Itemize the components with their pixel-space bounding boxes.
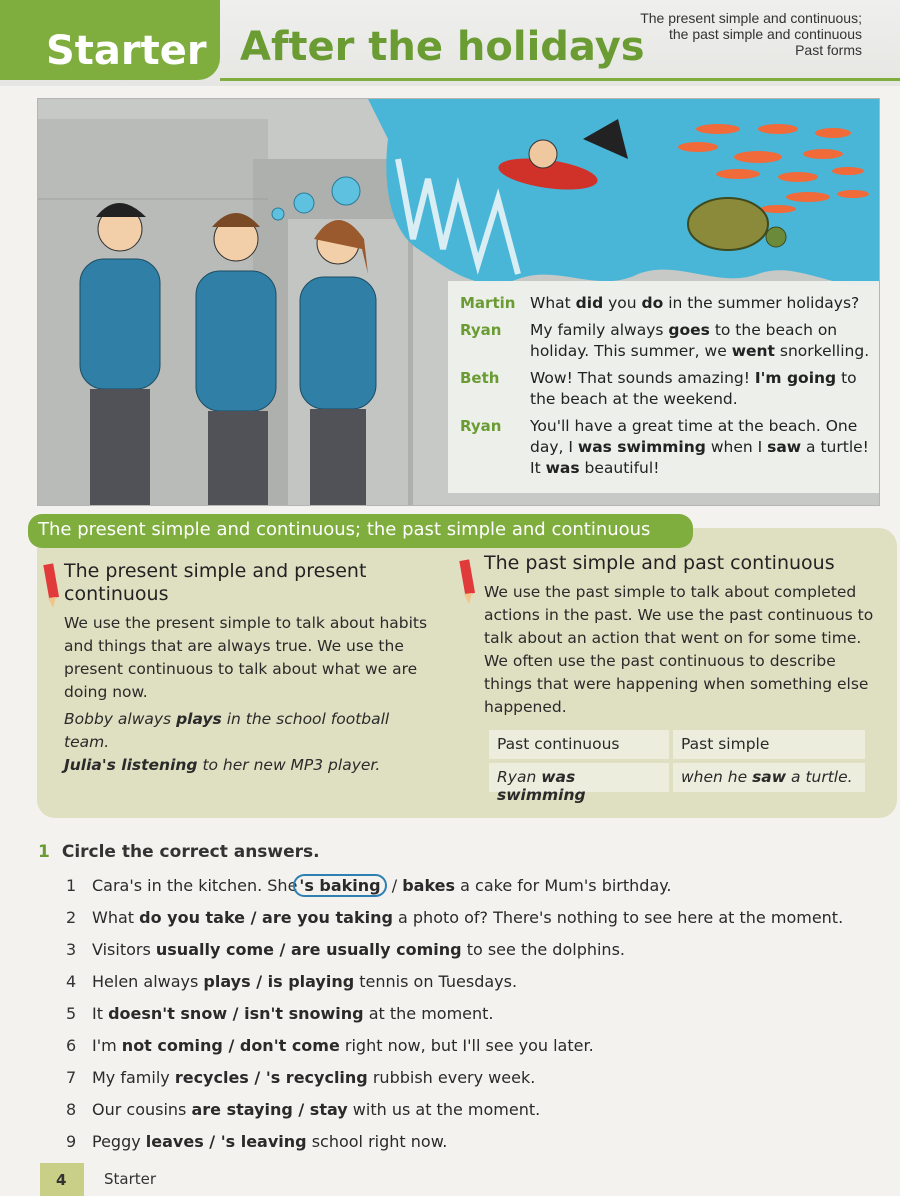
dialogue-text xyxy=(530,293,859,314)
answer-option: bakes xyxy=(402,876,456,895)
answer-option: do you take xyxy=(139,908,246,927)
answer-option: are staying xyxy=(191,1100,293,1119)
text-segment: a cake for Mum's birthday. xyxy=(455,876,672,895)
text-segment: to see the dolphins. xyxy=(461,940,625,959)
text-segment: Ryan xyxy=(497,768,542,786)
answer-option: leaves xyxy=(145,1132,204,1151)
answer-option: isn't snowing xyxy=(244,1004,364,1023)
text-segment: at the moment. xyxy=(363,1004,494,1023)
text-segment: Bobby always xyxy=(64,710,177,728)
answer-option: did xyxy=(575,294,604,312)
exercise-item xyxy=(66,1099,866,1131)
answer-option: are you taking xyxy=(262,908,393,927)
exercise-item xyxy=(66,907,866,939)
text-segment: a turtle! It xyxy=(530,438,869,477)
answer-option: are usually coming xyxy=(290,940,462,959)
subtitle-line: Past forms xyxy=(795,42,862,58)
exercise-item xyxy=(66,1035,866,1067)
item-sentence xyxy=(92,971,517,1003)
answer-option: is playing xyxy=(267,972,355,991)
item-sentence xyxy=(92,1003,494,1035)
text-segment: to the beach on holiday. This summer, we xyxy=(530,321,838,360)
present-heading: The present simple and present continuous xyxy=(64,560,367,605)
text-segment: I'm xyxy=(92,1036,122,1055)
item-sentence xyxy=(92,875,672,907)
speaker-name: Beth xyxy=(460,369,500,387)
exercise-instruction: Circle the correct answers. xyxy=(61,842,320,862)
tense-table xyxy=(489,730,865,804)
item-number: 2 xyxy=(66,908,77,927)
text-segment: school right now. xyxy=(306,1132,448,1151)
text-segment: What xyxy=(530,294,576,312)
unit-tab: Starter xyxy=(0,0,220,80)
answer-option: went xyxy=(731,342,775,360)
subtitle-line: the past simple and continuous xyxy=(668,26,862,42)
example-sentence xyxy=(64,708,434,754)
turtle-head xyxy=(766,227,786,247)
exercise-item xyxy=(66,939,866,971)
answer-option: don't come xyxy=(239,1036,340,1055)
page-title: After the holidays xyxy=(240,24,645,70)
exercise-list xyxy=(66,875,866,1163)
text-segment: My family xyxy=(92,1068,175,1087)
unit-subtitle xyxy=(640,10,862,58)
answer-option: do xyxy=(641,294,664,312)
answer-option: saw xyxy=(767,438,802,456)
text-segment: with us at the moment. xyxy=(347,1100,541,1119)
answer-option: / xyxy=(273,940,291,959)
answer-option: / xyxy=(250,972,268,991)
item-number: 6 xyxy=(66,1036,77,1055)
text-segment: a photo of? There's nothing to see here at the moment. xyxy=(392,908,844,927)
answer-option: saw xyxy=(752,768,787,786)
text-segment: / xyxy=(386,876,403,895)
table-header-row xyxy=(489,730,865,759)
text-segment: Wow! That sounds amazing! xyxy=(530,369,755,387)
dialogue-text xyxy=(530,368,876,410)
item-number: 1 xyxy=(66,876,77,895)
text-segment: My family always xyxy=(530,321,669,339)
footer-section: Starter xyxy=(104,1170,157,1188)
answer-option: / xyxy=(292,1100,310,1119)
exercise-item xyxy=(66,875,866,907)
past-explanation: We use the past simple to talk about completed actions in the past. We use the past continuous to talk about an action that went on for some time. We often use the past continuous to describe things that were happening when something else happened. xyxy=(484,583,874,716)
text-segment: right now, but I'll see you later. xyxy=(339,1036,594,1055)
thought-bubble xyxy=(272,208,284,220)
item-sentence xyxy=(92,1099,540,1131)
item-sentence xyxy=(92,939,625,971)
speaker-name: Martin xyxy=(460,294,516,312)
text-segment: when I xyxy=(705,438,768,456)
table-cell xyxy=(673,763,865,792)
item-number: 8 xyxy=(66,1100,77,1119)
speaker-name: Ryan xyxy=(460,417,502,435)
answer-option: was swimming xyxy=(497,768,586,804)
text-segment: in the summer holidays? xyxy=(663,294,860,312)
illustration xyxy=(37,98,880,506)
answer-option: / xyxy=(248,1068,266,1087)
item-sentence xyxy=(92,907,843,939)
answer-option: Julia's listening xyxy=(64,756,198,774)
answer-option: plays xyxy=(176,710,222,728)
past-heading: The past simple and past continuous xyxy=(484,552,835,574)
answer-option: not coming xyxy=(121,1036,223,1055)
answer-option: was xyxy=(545,459,580,477)
table-row xyxy=(489,763,865,804)
answer-option: was swimming xyxy=(577,438,706,456)
answer-option: / xyxy=(222,1036,240,1055)
text-segment: to her new MP3 player. xyxy=(197,756,381,774)
dialogue-box xyxy=(448,281,880,493)
text-segment: Helen always xyxy=(92,972,204,991)
answer-option: / xyxy=(227,1004,245,1023)
answer-option: goes xyxy=(668,321,710,339)
subtitle-line: The present simple and continuous; xyxy=(640,10,862,26)
item-number: 5 xyxy=(66,1004,77,1023)
dialogue-text xyxy=(530,320,876,362)
exercise-number: 1 xyxy=(38,842,50,862)
text-segment: snorkelling. xyxy=(774,342,870,360)
text-segment: beautiful! xyxy=(579,459,660,477)
thought-bubble xyxy=(294,193,314,213)
answer-option: / xyxy=(245,908,263,927)
turtle-shell xyxy=(688,198,768,250)
item-number: 9 xyxy=(66,1132,77,1151)
item-sentence xyxy=(92,1131,447,1163)
dialogue-line xyxy=(460,293,876,314)
text-segment: Visitors xyxy=(92,940,156,959)
text-segment: Cara's in the kitchen. She xyxy=(92,876,298,895)
text-segment: you xyxy=(603,294,642,312)
table-cell xyxy=(489,763,669,804)
dialogue-line xyxy=(460,416,876,479)
answer-option: / xyxy=(203,1132,221,1151)
exercise-item xyxy=(66,1067,866,1099)
text-segment: You'll have a great time at the beach. One day, I xyxy=(530,417,858,456)
speaker-name: Ryan xyxy=(460,321,502,339)
item-number: 4 xyxy=(66,972,77,991)
text-segment: tennis on Tuesdays. xyxy=(354,972,518,991)
text-segment: in the school football team. xyxy=(64,710,390,751)
item-sentence xyxy=(92,1035,594,1067)
text-segment: Our cousins xyxy=(92,1100,192,1119)
answer-option: plays xyxy=(203,972,251,991)
pencil-icon xyxy=(456,556,478,606)
text-segment: rubbish every week. xyxy=(367,1068,536,1087)
exercise-item xyxy=(66,1003,866,1035)
answer-option: 's recycling xyxy=(265,1068,368,1087)
table-header: Past continuous xyxy=(489,730,669,759)
text-segment: a turtle. xyxy=(786,768,853,786)
answer-option: usually come xyxy=(155,940,274,959)
page-header xyxy=(0,0,900,86)
text-segment: It xyxy=(92,1004,109,1023)
text-segment: Peggy xyxy=(92,1132,146,1151)
item-number: 7 xyxy=(66,1068,77,1087)
answer-option: 's leaving xyxy=(220,1132,307,1151)
example-sentence xyxy=(64,754,434,777)
header-rule xyxy=(220,78,900,81)
exercise-item xyxy=(66,971,866,1003)
answer-option: doesn't snow xyxy=(108,1004,228,1023)
text-segment: What xyxy=(92,908,140,927)
present-explanation: We use the present simple to talk about habits and things that are always true. We use the present continuous to talk about what we are doing now. xyxy=(64,614,428,701)
exercise-heading xyxy=(38,842,320,862)
pencil-icon xyxy=(40,560,62,610)
table-header: Past simple xyxy=(673,730,865,759)
past-column xyxy=(484,552,882,719)
answer-option: I'm going xyxy=(754,369,837,387)
page-number: 4 xyxy=(40,1163,84,1196)
thought-bubble xyxy=(332,177,360,205)
exercise-item xyxy=(66,1131,866,1163)
grammar-banner: The present simple and continuous; the past simple and continuous xyxy=(28,514,693,548)
dialogue-text xyxy=(530,416,876,479)
circled-answer: 's baking xyxy=(293,874,386,897)
dialogue-line xyxy=(460,320,876,362)
present-examples xyxy=(64,708,434,777)
answer-option: stay xyxy=(309,1100,348,1119)
text-segment: to the beach at the weekend. xyxy=(530,369,857,408)
diver-head xyxy=(529,140,557,168)
item-number: 3 xyxy=(66,940,77,959)
item-sentence xyxy=(92,1067,535,1099)
dialogue-line xyxy=(460,368,876,410)
answer-option: recycles xyxy=(174,1068,249,1087)
text-segment: when he xyxy=(681,768,753,786)
present-column xyxy=(64,560,434,777)
